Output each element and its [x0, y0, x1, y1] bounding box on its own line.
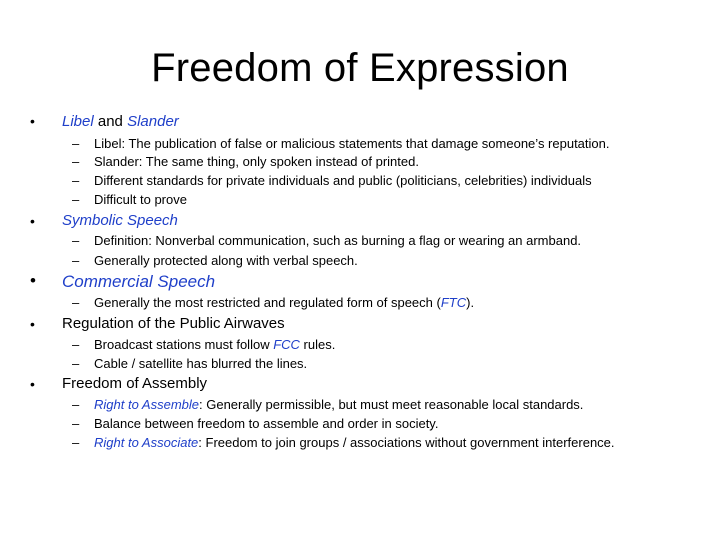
right-to-associate: Right to Associate	[94, 435, 199, 450]
dash-icon: –	[72, 136, 80, 151]
bullet-icon: •	[30, 271, 36, 290]
dash-icon: –	[72, 192, 80, 207]
dash-icon: –	[72, 337, 80, 352]
dash-icon: –	[72, 397, 80, 412]
slide-title: Freedom of Expression	[151, 46, 569, 90]
list-item: – Generally the most restricted and regulated form of speech (FTC).	[72, 293, 474, 313]
section-heading-public-airwaves: Regulation of the Public Airwaves	[62, 315, 285, 332]
list-item: – Cable / satellite has blurred the lines.	[72, 354, 307, 374]
bullet-icon: •	[30, 213, 35, 229]
list-item: – Definition: Nonverbal communication, such as burning a flag or wearing an armband.	[72, 231, 581, 251]
heading-and: and	[93, 113, 128, 130]
dash-icon: –	[72, 253, 80, 268]
list-item: – Libel: The publication of false or malicious statements that damage someone’s reputation.	[72, 134, 610, 154]
fcc-abbrev: FCC	[273, 337, 300, 352]
list-item: – Right to Assemble: Generally permissible, but must meet reasonable local standards.	[72, 395, 583, 415]
dash-icon: –	[72, 233, 80, 248]
section-heading-libel-slander	[62, 112, 179, 132]
right-to-assemble: Right to Assemble	[94, 397, 200, 412]
dash-icon: –	[72, 173, 80, 188]
list-item: – Generally protected along with verbal speech.	[72, 251, 358, 271]
dash-icon: –	[72, 154, 80, 169]
bullet-icon: •	[30, 316, 35, 332]
section-heading-commercial-speech: Commercial Speech	[62, 272, 216, 291]
list-item: – Broadcast stations must follow FCC rules.	[72, 335, 335, 355]
bullet-icon: •	[30, 113, 35, 129]
list-item: – Slander: The same thing, only spoken instead of printed.	[72, 152, 419, 172]
bullet-icon: •	[30, 376, 35, 392]
dash-icon: –	[72, 356, 80, 371]
section-heading-symbolic-speech: Symbolic Speech	[62, 212, 178, 229]
dash-icon: –	[72, 435, 80, 450]
heading-slander: Slander	[127, 113, 179, 130]
heading-libel: Libel	[62, 113, 94, 130]
dash-icon: –	[72, 416, 80, 431]
list-item: – Right to Associate: Freedom to join groups / associations without government interference.	[72, 433, 615, 453]
list-item: – Difficult to prove	[72, 190, 187, 210]
list-item: – Different standards for private individuals and public (politicians, celebrities) individuals	[72, 171, 592, 191]
dash-icon: –	[72, 295, 80, 310]
ftc-abbrev: FTC	[440, 295, 467, 310]
section-heading-freedom-of-assembly: Freedom of Assembly	[62, 375, 208, 392]
list-item: – Balance between freedom to assemble and order in society.	[72, 414, 438, 434]
